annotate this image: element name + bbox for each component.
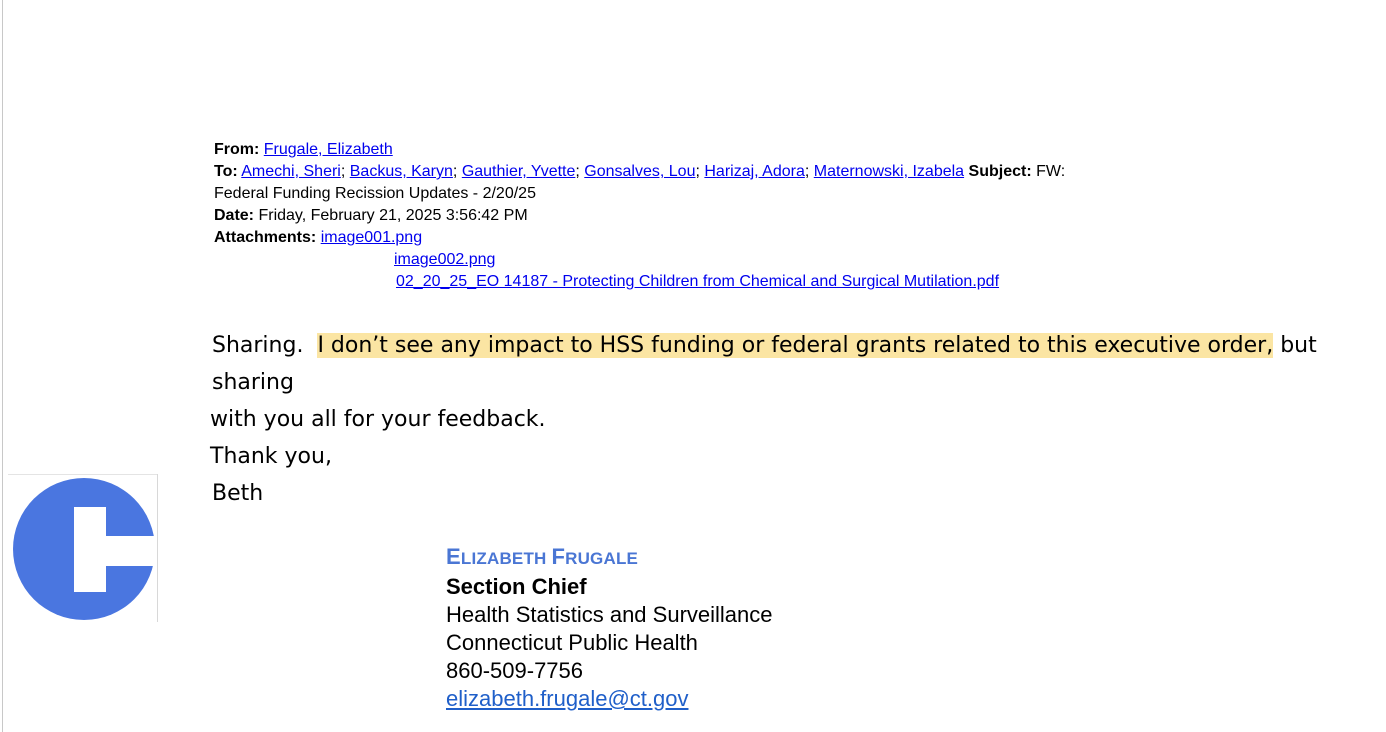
recipient-separator: ; — [575, 163, 580, 180]
attachments-line — [214, 249, 1174, 271]
email-header — [214, 139, 1174, 293]
email-signature — [446, 543, 773, 713]
recipient-separator: ; — [804, 163, 810, 180]
attachments-label: Attachments: — [214, 229, 317, 246]
date-line — [214, 205, 1174, 227]
recipient-link[interactable]: Harizaj, Adora — [704, 163, 805, 180]
recipient-link[interactable]: Amechi, Sheri — [241, 163, 341, 180]
closing-line: Thank you, — [210, 444, 332, 469]
recipient-link[interactable]: Gauthier, Yvette — [461, 163, 576, 180]
body-continuation: but sharing — [212, 333, 1317, 395]
page-left-border — [2, 0, 3, 732]
date-value: Friday, February 21, 2025 3:56:42 PM — [258, 207, 528, 224]
date-label: Date: — [214, 207, 255, 224]
subject-text: Federal Funding Recission Updates - 2/20/25 — [214, 185, 536, 202]
attachments-line — [214, 271, 1174, 293]
recipient-separator: ; — [340, 163, 346, 180]
signature-name: ELIZABETH FRUGALE — [446, 544, 639, 569]
body-paragraph — [210, 327, 1370, 401]
recipient-link[interactable]: Gonsalves, Lou — [584, 163, 696, 180]
to-label: To: — [214, 163, 238, 180]
ct-public-health-logo-icon — [8, 474, 158, 622]
attachment-link[interactable]: image002.png — [394, 251, 496, 268]
recipient-separator: ; — [695, 163, 700, 180]
to-line — [214, 161, 1174, 183]
subject-prefix: FW: — [1036, 163, 1066, 180]
signature-email-link[interactable]: elizabeth.frugale@ct.gov — [446, 686, 689, 711]
signature-organization: Connecticut Public Health — [446, 630, 698, 655]
body-line: with you all for your feedback. — [210, 407, 546, 432]
attachments-line — [214, 227, 1174, 249]
body-lead: Sharing. — [212, 333, 304, 358]
attachment-link[interactable]: image001.png — [320, 229, 423, 246]
from-name-link[interactable]: Frugale, Elizabeth — [263, 141, 393, 158]
signature-department: Health Statistics and Surveillance — [446, 602, 773, 627]
signature-title: Section Chief — [446, 574, 587, 599]
highlighted-text: I don’t see any impact to HSS funding or federal grants related to this executive order, — [317, 333, 1274, 358]
signature-phone: 860-509-7756 — [446, 658, 584, 683]
attachment-link[interactable]: 02_20_25_EO 14187 - Protecting Children from Chemical and Surgical Mutilation.pdf — [396, 273, 1000, 290]
email-body — [210, 327, 1370, 512]
recipient-link[interactable]: Maternowski, Izabela — [813, 163, 965, 180]
subject-label: Subject: — [968, 163, 1032, 180]
recipient-link[interactable]: Backus, Karyn — [349, 163, 453, 180]
from-line — [214, 139, 1174, 161]
from-label: From: — [214, 141, 260, 158]
recipient-separator: ; — [452, 163, 458, 180]
subject-line — [214, 183, 1174, 205]
sign-off: Beth — [212, 481, 264, 506]
logo-graphic — [8, 474, 158, 622]
